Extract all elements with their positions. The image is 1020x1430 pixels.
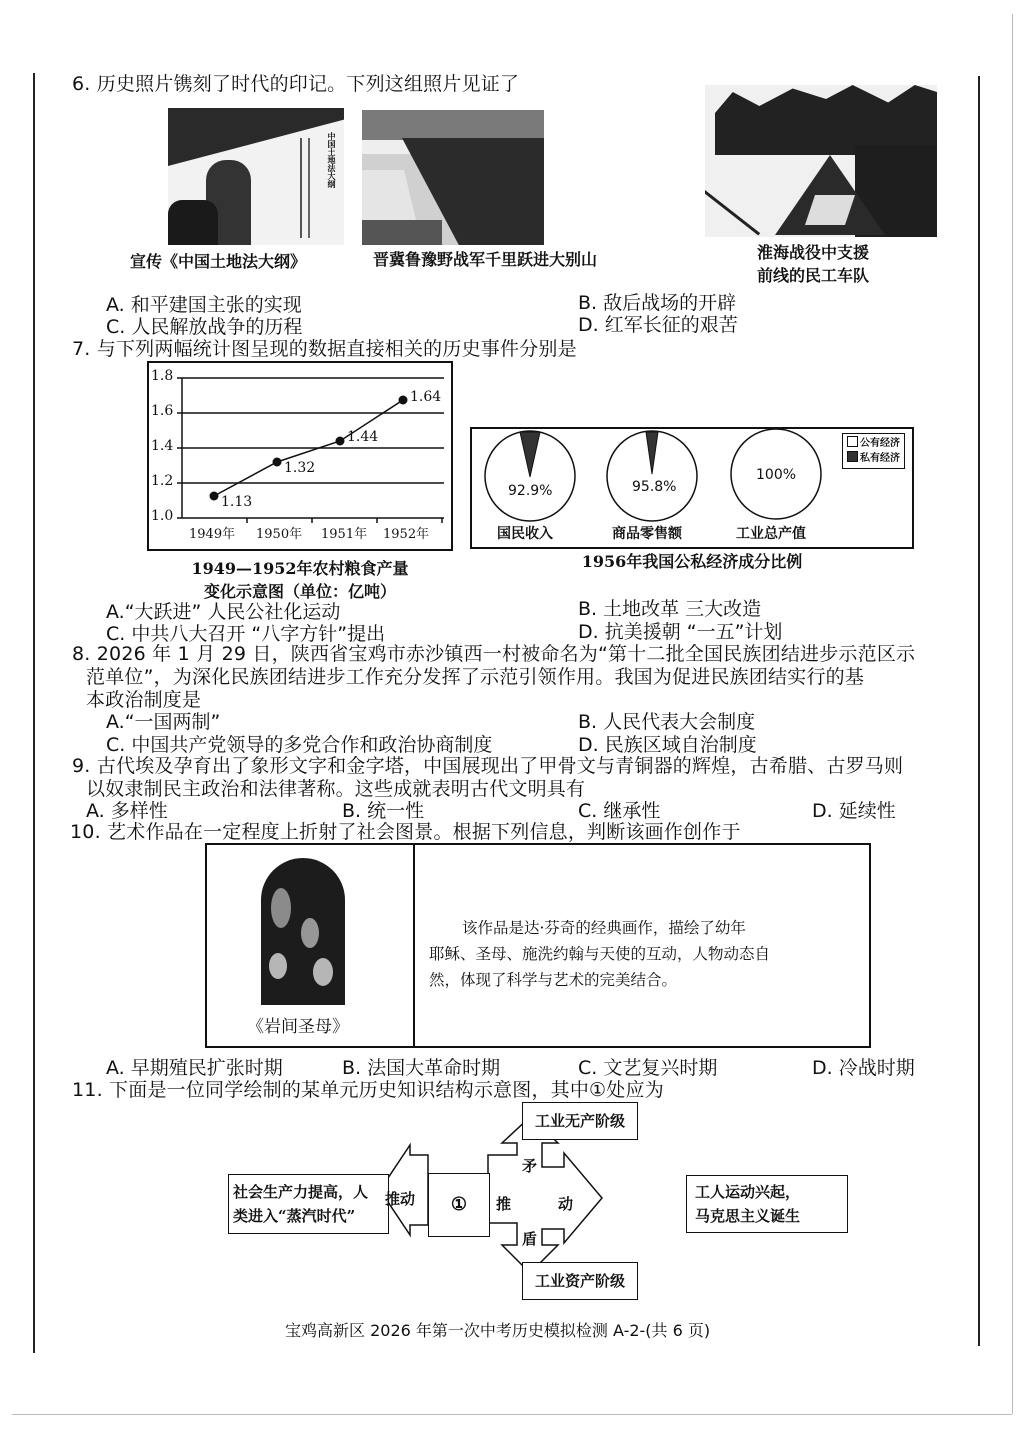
q6-option-b[interactable]: B. 敌后战场的开辟	[578, 292, 737, 314]
q9-option-a[interactable]: A. 多样性	[86, 800, 168, 822]
left-margin-line	[33, 73, 35, 1353]
virgin-of-the-rocks-painting	[261, 858, 345, 1005]
q7-option-b[interactable]: B. 土地改革 三大改造	[578, 598, 762, 620]
q9-option-c[interactable]: C. 继承性	[578, 800, 661, 822]
pie-retail-sales-label: 商品零售额	[612, 526, 682, 542]
painting-description-line3: 然，体现了科学与艺术的完美结合。	[429, 971, 678, 989]
line-chart-svg	[149, 363, 451, 549]
point-label-1949: 1.13	[221, 494, 253, 510]
q7-option-c[interactable]: C. 中共八大召开 “八字方针”提出	[106, 623, 386, 645]
q10-info-table	[205, 843, 871, 1048]
diagram-label-push-right-2: 动	[558, 1195, 574, 1213]
diagram-right-box: 工人运动兴起， 马克思主义诞生	[686, 1175, 848, 1233]
q6-stem: 6. 历史照片镌刻了时代的印记。下列这组照片见证了	[72, 73, 520, 95]
q6-photo-caption-1: 宣传《中国土地法大纲》	[130, 252, 307, 271]
q10-option-b[interactable]: B. 法国大革命时期	[342, 1057, 501, 1079]
painting-description-line2: 耶稣、圣母、施洗约翰与天使的互动，人物动态自	[429, 945, 771, 963]
pie-industrial-output-pct: 100%	[756, 467, 797, 483]
y-tick-1.0: 1.0	[151, 508, 174, 524]
diagram-left-box: 社会生产力提高，人 类进入“蒸汽时代”	[228, 1174, 389, 1234]
y-tick-1.8: 1.8	[151, 368, 174, 384]
q7-option-a[interactable]: A.“大跃进” 人民公社化运动	[106, 601, 341, 623]
q8-option-b[interactable]: B. 人民代表大会制度	[578, 711, 756, 733]
point-label-1950: 1.32	[284, 460, 316, 476]
q10-option-c[interactable]: C. 文艺复兴时期	[578, 1057, 718, 1079]
q10-option-a[interactable]: A. 早期殖民扩张时期	[106, 1057, 283, 1079]
q10-stem: 10. 艺术作品在一定程度上折射了社会图景。根据下列信息，判断该画作创作于	[70, 821, 741, 843]
q6-photo-caption-2: 晋冀鲁豫野战军千里跃进大别山	[373, 250, 598, 269]
y-tick-1.4: 1.4	[151, 438, 174, 454]
q10-table-divider	[413, 845, 415, 1046]
line-chart-caption-line2: 变化示意图（单位：亿吨）	[203, 582, 396, 601]
diagram-center-box: ①	[428, 1173, 490, 1237]
x-tick-1951: 1951年	[321, 527, 368, 542]
q6-option-c[interactable]: C. 人民解放战争的历程	[106, 316, 303, 338]
q8-stem-line3: 本政治制度是	[86, 689, 202, 711]
right-margin-line	[978, 76, 980, 1346]
pie-legend	[842, 433, 905, 469]
page-edge-bottom	[12, 1414, 1012, 1415]
q7-option-d[interactable]: D. 抗美援朝 “一五”计划	[578, 621, 783, 643]
pie-national-income-pct: 92.9%	[508, 483, 553, 499]
diagram-label-contradiction-2: 盾	[522, 1230, 538, 1248]
page-edge-right	[1012, 14, 1013, 1414]
q8-option-c[interactable]: C. 中国共产党领导的多党合作和政治协商制度	[106, 734, 493, 756]
point-label-1952: 1.64	[410, 389, 442, 405]
legend-item-public: 公有经济	[847, 436, 900, 451]
pie-chart-caption: 1956年我国公私经济成分比例	[581, 552, 803, 571]
x-tick-1952: 1952年	[383, 527, 430, 542]
pie-industrial-output-label: 工业总产值	[736, 526, 806, 542]
land-law-banner-text: 中国土地法大纲	[327, 132, 336, 188]
point-label-1951: 1.44	[347, 429, 379, 445]
painting-description-line1: 该作品是达·芬奇的经典画作，描绘了幼年	[462, 919, 746, 937]
q7-stem: 7. 与下列两幅统计图呈现的数据直接相关的历史事件分别是	[72, 338, 577, 360]
q8-stem-line1: 8. 2026 年 1 月 29 日，陕西省宝鸡市赤沙镇西一村被命名为“第十二批全国民族团结进步示范区示	[72, 643, 916, 665]
legend-item-private: 私有经济	[847, 451, 900, 466]
q6-photo-caption-3-line1: 淮海战役中支援	[757, 243, 870, 262]
y-tick-1.2: 1.2	[151, 473, 174, 489]
diagram-label-push-right-1: 推	[496, 1195, 512, 1213]
q9-stem-line2: 以奴隶制民主政治和法律著称。这些成就表明古代文明具有	[86, 778, 586, 800]
diagram-bottom-box: 工业资产阶级	[522, 1262, 638, 1300]
q6-photo-land-law	[168, 108, 344, 245]
q9-stem-line1: 9. 古代埃及孕育出了象形文字和金字塔，中国展现出了甲骨文与青铜器的辉煌，古希腊、古罗马则	[72, 755, 904, 777]
q9-option-b[interactable]: B. 统一性	[342, 800, 425, 822]
economy-ratio-pie-charts	[470, 427, 914, 549]
q6-photo-dabie-mountain	[362, 110, 544, 245]
q6-option-d[interactable]: D. 红军长征的艰苦	[578, 314, 738, 336]
q8-stem-line2: 范单位”，为深化民族团结进步工作充分发挥了示范引领作用。我国为促进民族团结实行的基	[86, 666, 865, 688]
painting-caption: 《岩间圣母》	[247, 1017, 349, 1037]
q11-stem: 11. 下面是一位同学绘制的某单元历史知识结构示意图，其中①处应为	[72, 1079, 664, 1101]
pie-retail-sales-pct: 95.8%	[632, 479, 677, 495]
q6-photo-huaihai-supply	[705, 85, 937, 237]
pie-national-income-label: 国民收入	[497, 526, 553, 542]
q8-option-d[interactable]: D. 民族区域自治制度	[578, 734, 757, 756]
x-tick-1949: 1949年	[189, 527, 236, 542]
q6-option-a[interactable]: A. 和平建国主张的实现	[106, 294, 302, 316]
page-footer: 宝鸡高新区 2026 年第一次中考历史模拟检测 A-2-(共 6 页)	[285, 1321, 711, 1340]
q10-option-d[interactable]: D. 冷战时期	[812, 1057, 915, 1079]
q6-photo-caption-3-line2: 前线的民工车队	[757, 266, 870, 285]
q8-option-a[interactable]: A.“一国两制”	[106, 711, 221, 733]
q9-option-d[interactable]: D. 延续性	[812, 800, 896, 822]
legend-swatch-white	[847, 436, 858, 447]
x-tick-1950: 1950年	[256, 527, 303, 542]
y-tick-1.6: 1.6	[151, 403, 174, 419]
diagram-top-box: 工业无产阶级	[522, 1102, 638, 1140]
line-chart-caption-line1: 1949—1952年农村粮食产量	[191, 559, 409, 578]
diagram-label-contradiction-1: 矛	[522, 1157, 538, 1175]
legend-swatch-dark	[847, 451, 858, 462]
diagram-label-push-left: 推动	[385, 1190, 416, 1208]
grain-output-line-chart	[147, 361, 453, 551]
